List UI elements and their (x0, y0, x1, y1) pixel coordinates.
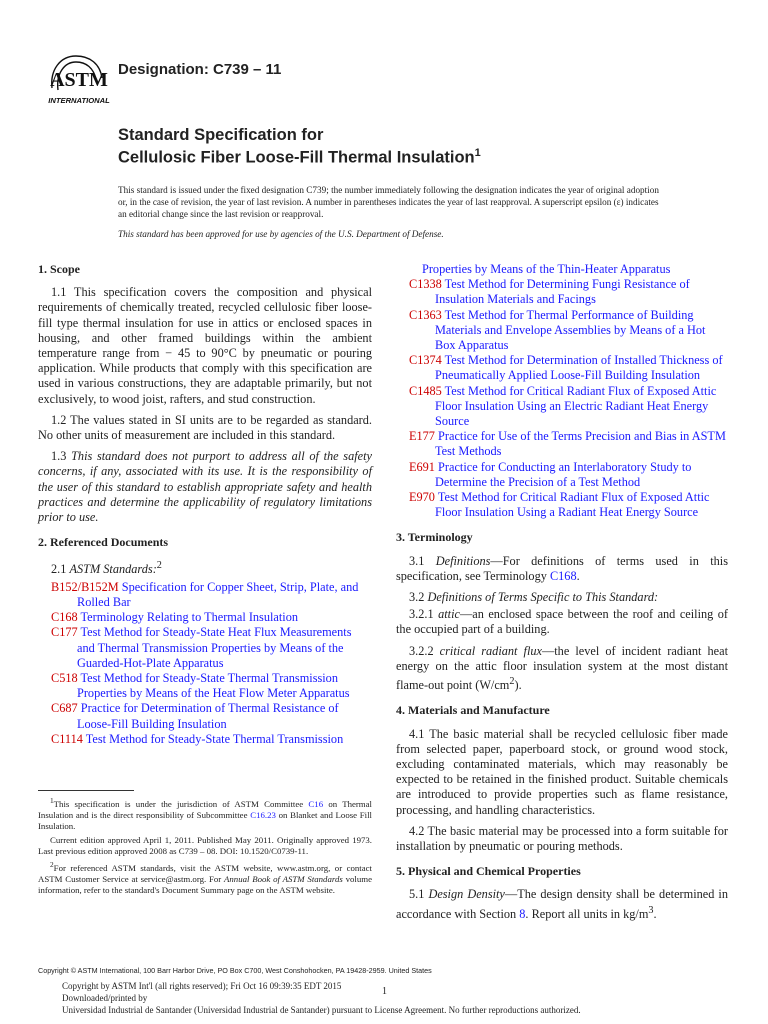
reference-item[interactable]: C168 Terminology Relating to Thermal Insulation (51, 610, 298, 625)
download-line-2: Downloaded/printed by (62, 993, 148, 1003)
logo-subtext: INTERNATIONAL (48, 96, 110, 105)
reference-item[interactable]: C177 Test Method for Steady-State Heat Flux Measurements and Thermal Transmission Properties by Means of the Guarded-Hot-Plate Apparatus (51, 625, 352, 670)
download-notice (62, 980, 581, 1016)
footnotes (38, 795, 372, 898)
download-line-1: Copyright by ASTM Int'l (all rights reserved); Fri Oct 16 09:39:35 EDT 2015 (62, 981, 342, 991)
paragraph-4-2: 4.2 The basic material may be processed into a form suitable for installation by pneumatic or pouring methods. (396, 823, 728, 853)
paragraph-3-1: 3.1 Definitions—For definitions of terms used in this specification, see Terminology C168. (396, 553, 729, 583)
reference-item[interactable]: E970 Test Method for Critical Radiant Flux of Exposed Attic Floor Insulation Using a Radiant Heat Energy Source (409, 490, 710, 520)
page-number: 1 (382, 986, 387, 997)
paragraph-3-2-1: 3.2.1 attic—an enclosed space between the roof and ceiling of the occupied part of a building. (396, 607, 729, 637)
reference-item-continuation[interactable]: Properties by Means of the Thin-Heater Apparatus (422, 262, 671, 276)
reference-item[interactable]: C518 Test Method for Steady-State Thermal Transmission Properties by Means of the Heat Flow Meter Apparatus (51, 670, 350, 701)
reference-item[interactable]: C1114 Test Method for Steady-State Thermal Transmission (51, 731, 344, 746)
paragraph-3-2-2: 3.2.2 critical radiant flux—the level of incident radiant heat energy on the attic floor insulation system at the most distant flame-out point $(W/cm^2)$. (396, 643, 728, 693)
reference-item[interactable]: C1485 Test Method for Critical Radiant Flux of Exposed Attic Floor Insulation Using an Electric Radiant Heat Energy Source (409, 383, 717, 429)
footnote-2: $^2$For referenced ASTM standards, visit the ASTM website, www.astm.org, or contact ASTM Customer Service at service@astm.org. For Annual Book of ASTM Standards volume information, refer to the standard's Document Summary page on the ASTM website. (38, 859, 372, 896)
reference-item[interactable]: B152/B152M Specification for Copper Sheet, Strip, Plate, and Rolled Bar (51, 579, 359, 609)
section-heading-referenced-documents: 2. Referenced Documents (38, 535, 169, 550)
section-8-link[interactable]: 8 (519, 906, 526, 921)
section-heading-terminology: 3. Terminology (396, 530, 473, 545)
paragraph-1-2: 1.2 The values stated in SI units are to be regarded as standard. No other units of measurement are included in this standard. (38, 412, 372, 443)
paragraph-3-2: 3.2 Definitions of Terms Specific to This Standard: (409, 590, 659, 605)
paragraph-5-1: 5.1 Design Density—The design density shall be determined in accordance with Section 8. Report all units in $kg/m^3$. (396, 887, 728, 921)
footnote-rule (38, 790, 134, 791)
paragraph-1-1: 1.1 This specification covers the composition and physical requirements of chemically treated, recycled cellulosic fiber loose-fill type thermal insulation for use in attics or enclosed spaces in housing, and other framed buildings within the ambient temperature range from − 45 to 90°C by pneumatic or pouring application. While products that comply with this specification are used in various constructions, they are adaptable primarily, but not exclusively, to wood joist, rafters, and stud construction. (38, 285, 372, 406)
reference-item[interactable]: C1338 Test Method for Determining Fungi Resistance of Insulation Materials and Facings (409, 277, 690, 307)
section-heading-materials: 4. Materials and Manufacture (396, 703, 550, 718)
right-column (396, 262, 728, 928)
reference-item[interactable]: C1374 Test Method for Determination of Installed Thickness of Pneumatically Applied Loose-Fill Building Insulation (409, 353, 723, 383)
section-heading-scope: 1. Scope (38, 262, 80, 276)
paragraph-1-3: 1.3 This standard does not purport to address all of the safety concerns, if any, associated with its use. It is the responsibility of the user of this standard to establish appropriate safety and health practices and determine the applicability of regulatory limitations prior to use. (38, 449, 372, 525)
issuance-notice: This standard is issued under the fixed designation C739; the number immediately following the designation indicates the year of original adoption or, in the case of revision, the year of last revision. A number in parentheses indicates the year of last reapproval. A superscript epsilon (ε) indicates an editorial change since the last revision or reapproval. (118, 185, 659, 219)
section-heading-physical-chemical: 5. Physical and Chemical Properties (396, 864, 581, 879)
footnote-1-edition: Current edition approved April 1, 2011. Published May 2011. Originally approved 1973. Last previous edition approved 2008 as C739 – 08. DOI: 10.1520/C0739-11. (38, 834, 372, 856)
reference-item[interactable]: C687 Practice for Determination of Thermal Resistance of Loose-Fill Building Insulation (51, 701, 339, 731)
title-footnote-marker: 1 (474, 147, 481, 159)
dod-approval-note: This standard has been approved for use by agencies of the U.S. Department of Defense. (118, 229, 444, 239)
committee-link[interactable]: C16 (308, 798, 324, 809)
paragraph-4-1: 4.1 The basic material shall be recycled cellulosic fiber made from selected paper, paperboard stock, or ground wood stock, excluding contaminated materials, which may reasonably be expected to be retained in the finished product. Suitable chemicals are introduced to provide properties such as flame resistance, processing, and handling characteristics. (396, 726, 728, 817)
left-column (38, 262, 372, 747)
astm-logo (46, 50, 112, 106)
reference-item[interactable]: E177 Practice for Use of the Terms Precision and Bias in ASTM Test Methods (409, 429, 726, 459)
title-line-2: Cellulosic Fiber Loose-Fill Thermal Insulation$^1$ (118, 147, 481, 167)
copyright-line: Copyright © ASTM International, 100 Barr Harbor Drive, PO Box C700, West Conshohocken, PA 19428-2959. United States (38, 966, 432, 975)
logo-text: ASTM (50, 69, 108, 91)
paragraph-2-1: 2.1 ASTM Standards:$^2$ (51, 560, 162, 577)
designation: Designation: C739 – 11 (118, 61, 282, 78)
subcommittee-link[interactable]: C16.23 (250, 810, 276, 821)
download-line-3: Universidad Industrial de Santander (Universidad Industrial de Santander) pursuant to License Agreement. No further reproductions authorized. (62, 1005, 581, 1015)
title-line-1: Standard Specification for (118, 126, 324, 144)
reference-item[interactable]: E691 Practice for Conducting an Interlaboratory Study to Determine the Precision of a Test Method (409, 459, 692, 489)
terminology-c168-link[interactable]: C168 (549, 568, 577, 583)
footnote-1: $^1$This specification is under the jurisdiction of ASTM Committee C16 on Thermal Insulation and is the direct responsibility of Subcommittee C16.23 on Blanket and Loose Fill Insulation. (38, 796, 372, 832)
reference-item[interactable]: C1363 Test Method for Thermal Performance of Building Materials and Envelope Assemblies by Means of a Hot Box Apparatus (409, 307, 706, 353)
